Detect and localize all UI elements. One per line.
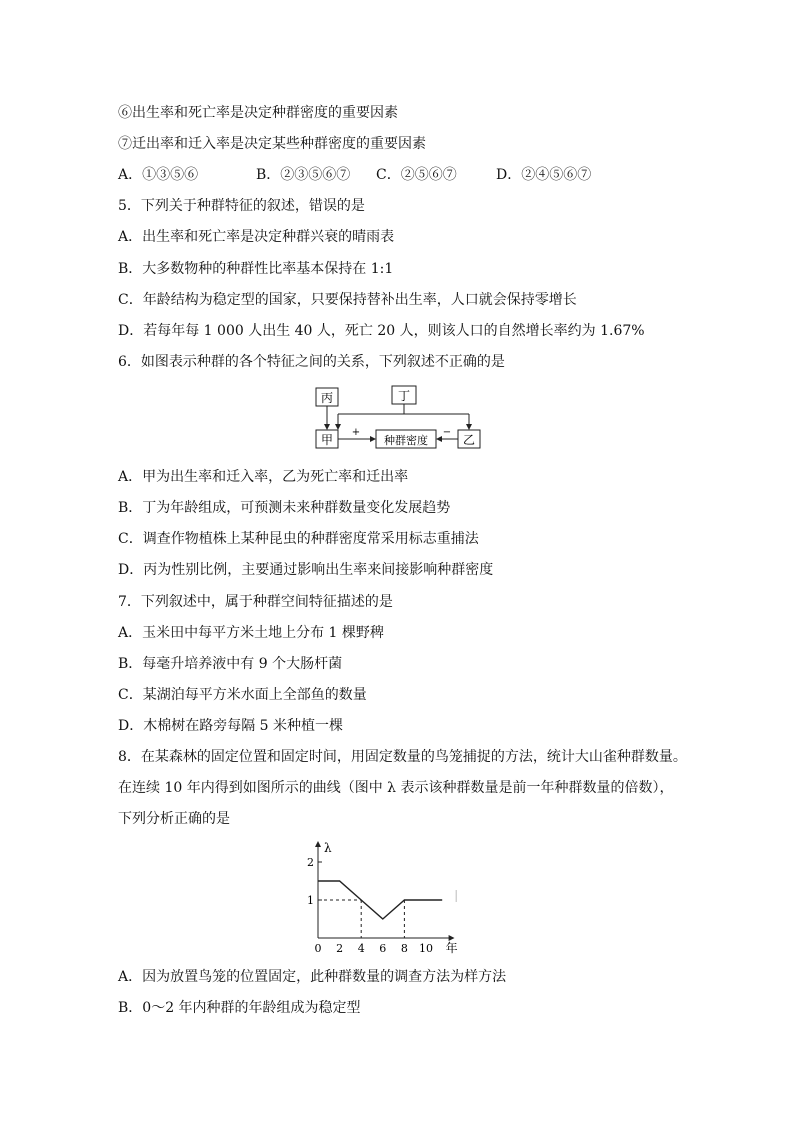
q4-option-b: B．②③⑤⑥⑦: [256, 167, 351, 183]
population-feature-diagram: [310, 382, 510, 458]
box-yi-label: 乙: [462, 433, 476, 447]
q7-option-c: C．某湖泊每平方米水面上全部鱼的数量: [118, 687, 367, 703]
x-tick-label: 0: [314, 942, 322, 955]
q4-option-a: A．①③⑤⑥: [118, 167, 199, 183]
q7-stem: 7．下列叙述中，属于种群空间特征描述的是: [118, 594, 393, 610]
q7-option-b: B．每毫升培养液中有 9 个大肠杆菌: [118, 656, 343, 672]
x-tick-label: 4: [357, 942, 365, 955]
q6-option-a: A．甲为出生率和迁入率，乙为死亡率和迁出率: [118, 469, 409, 485]
q8-option-a: A．因为放置鸟笼的位置固定，此种群数量的调查方法为样方法: [118, 969, 507, 985]
x-tick-label: 10: [419, 942, 433, 955]
box-bing-label: 丙: [320, 391, 334, 405]
box-ding-label: 丁: [397, 389, 411, 403]
y-axis-label: λ: [324, 841, 332, 855]
statement-7: ⑦迁出率和迁入率是决定某些种群密度的重要因素: [118, 136, 426, 152]
plus-sign: +: [351, 427, 361, 438]
minus-sign: −: [442, 427, 452, 438]
q8-stem-line-3: 下列分析正确的是: [118, 811, 230, 827]
q5-option-d: D．若每年每 1 000 人出生 40 人，死亡 20 人，则该人口的自然增长率约为 1.67%: [118, 323, 645, 339]
q5-option-a: A．出生率和死亡率是决定种群兴衰的晴雨表: [118, 229, 395, 245]
x-tick-label: 6: [379, 942, 387, 955]
q6-option-d: D．丙为性别比例，主要通过影响出生率来间接影响种群密度: [118, 562, 494, 578]
q8-option-b: B．0～2 年内种群的年龄组成为稳定型: [118, 1000, 361, 1016]
q4-option-c: C．②⑤⑥⑦: [376, 167, 457, 183]
q7-option-a: A．玉米田中每平方米土地上分布 1 棵野稗: [118, 625, 384, 641]
x-axis-label: 年: [445, 941, 458, 955]
q4-option-d: D．②④⑤⑥⑦: [496, 167, 592, 183]
q6-option-b: B．丁为年龄组成，可预测未来种群数量变化发展趋势: [118, 500, 451, 516]
x-tick-label: 2: [336, 942, 344, 955]
q8-stem-line-1: 8．在某森林的固定位置和固定时间，用固定数量的鸟笼捕捉的方法，统计大山雀种群数量。: [118, 749, 687, 765]
y-tick-label: 2: [307, 856, 314, 869]
q5-option-c: C．年龄结构为稳定型的国家，只要保持替补出生率，人口就会保持零增长: [118, 292, 577, 308]
q6-option-c: C．调查作物植株上某种昆虫的种群密度常采用标志重捕法: [118, 531, 479, 547]
box-jia-label: 甲: [320, 433, 334, 447]
q8-stem-line-2: 在连续 10 年内得到如图所示的曲线（图中 λ 表示该种群数量是前一年种群数量的倍数），: [118, 780, 674, 796]
x-tick-label: 8: [400, 942, 408, 955]
lambda-line-chart: [300, 838, 500, 958]
q5-stem: 5．下列关于种群特征的叙述，错误的是: [118, 198, 365, 214]
y-tick-label: 1: [307, 894, 314, 907]
q5-option-b: B．大多数物种的种群性比率基本保持在 1:1: [118, 261, 394, 277]
q7-option-d: D．木棉树在路旁每隔 5 米种植一棵: [118, 718, 344, 734]
box-density-label: 种群密度: [384, 434, 428, 447]
statement-6: ⑥出生率和死亡率是决定种群密度的重要因素: [118, 105, 398, 121]
q6-stem: 6．如图表示种群的各个特征之间的关系，下列叙述不正确的是: [118, 354, 505, 370]
